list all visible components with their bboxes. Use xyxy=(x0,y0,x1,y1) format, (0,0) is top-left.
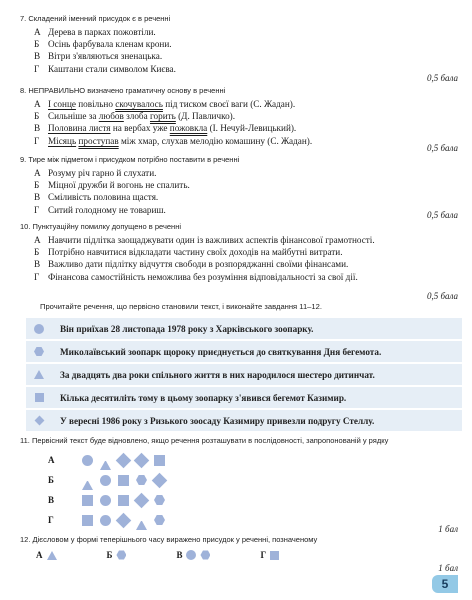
option-b: Б Міцної дружби й вогонь не спалить. xyxy=(34,180,190,191)
square-icon xyxy=(118,495,129,506)
square-icon xyxy=(82,495,93,506)
sequence-row-v: В xyxy=(48,492,165,508)
diamond-icon xyxy=(118,455,129,466)
diamond-icon xyxy=(26,417,52,424)
hexagon-icon xyxy=(26,347,52,357)
question-10 xyxy=(20,222,460,283)
option-g: Г Каштани стали символом Києва. xyxy=(34,63,176,74)
question-9-score: 0,5 бала xyxy=(426,210,458,220)
square-icon xyxy=(26,393,52,402)
square-icon xyxy=(270,551,279,560)
question-7-header: 7. Складений іменний присудок є в реченні xyxy=(20,14,171,23)
diamond-icon xyxy=(136,455,147,466)
circle-icon xyxy=(100,515,111,526)
circle-icon xyxy=(100,495,111,506)
triangle-icon xyxy=(100,455,111,466)
question-9-header: 9. Тире між підметом і присудком потрібно поставити в реченні xyxy=(20,155,240,164)
square-icon xyxy=(118,475,129,486)
sentence-row: У вересні 1986 року з Ризького зоосаду Казимиру привезли подругу Стеллу. xyxy=(26,410,462,431)
option-a: А І сонце повільно скочувалось під тиском своєї ваги (С. Жадан). xyxy=(34,99,296,109)
triangle-icon xyxy=(82,475,93,486)
hexagon-icon xyxy=(200,550,210,560)
hexagon-icon xyxy=(136,475,147,486)
circle-icon xyxy=(82,455,93,466)
option-v: В Важливо дати підлітку відчуття свободи в розпоряджанні своїми фінансами. xyxy=(34,259,349,270)
diamond-icon xyxy=(154,475,165,486)
sentence-row: Миколаївський зоопарк щороку приєднується до святкування Дня бегемота. xyxy=(26,341,462,362)
answer-g: Г xyxy=(260,550,279,560)
option-g: Г Місяць проступав між хмар, слухав мелодію комашину (С. Жадан). xyxy=(34,135,313,146)
question-8-header: 8. НЕПРАВИЛЬНО визначено граматичну основу в реченні xyxy=(20,86,226,95)
triangle-icon xyxy=(26,370,52,379)
circle-icon xyxy=(100,475,111,486)
square-icon xyxy=(82,515,93,526)
answer-v: В xyxy=(176,550,210,560)
option-a: А Розуму річ гарно й слухати. xyxy=(34,168,157,178)
option-a: А Навчити підлітка заощаджувати один із важливих аспектів фінансової грамотності. xyxy=(34,235,375,245)
page-number: 5 xyxy=(432,575,458,593)
question-10-score: 0,5 бала xyxy=(426,291,458,301)
option-b: Б Потрібно навчитися відкладати частину своїх доходів на майбутні витрати. xyxy=(34,247,343,258)
square-icon xyxy=(154,455,165,466)
sentence-row: Кілька десятиліть тому в цьому зоопарку з'явився бегемот Казимир. xyxy=(26,387,462,408)
option-v: В Половина листя на вербах уже пожовкла (І. Нечуй-Левицький). xyxy=(34,123,297,134)
option-b: Б Осінь фарбувала кленам крони. xyxy=(34,39,172,50)
question-12-score: 1 бал xyxy=(438,563,458,573)
sequence-row-g: Г xyxy=(48,512,165,528)
sequence-row-a: А xyxy=(48,452,165,468)
sentence-row: За двадцять два роки спільного життя в них народилося шестеро дитинчат. xyxy=(26,364,462,385)
question-12 xyxy=(20,535,460,545)
question-11-score: 1 бал xyxy=(438,524,458,534)
sentence-row: Він приїхав 28 листопада 1978 року з Харківського зоопарку. xyxy=(26,318,462,339)
answer-b: Б xyxy=(107,550,127,560)
option-v: В Сміливість половина щастя. xyxy=(34,192,159,203)
option-b: Б Сильніше за любов злоба горить (Д. Павличко). xyxy=(34,111,236,122)
answer-options-12 xyxy=(36,550,279,560)
triangle-icon xyxy=(47,551,57,560)
question-8 xyxy=(20,86,460,147)
option-g: Г Ситий голодному не товариш. xyxy=(34,204,166,215)
answer-a: А xyxy=(36,550,57,560)
hexagon-icon xyxy=(154,495,165,506)
question-11 xyxy=(20,436,460,446)
circle-icon xyxy=(26,324,52,334)
question-10-header: 10. Пунктуаційну помилку допущено в реченні xyxy=(20,222,181,231)
question-8-score: 0,5 бала xyxy=(426,143,458,153)
diamond-icon xyxy=(136,495,147,506)
question-7 xyxy=(20,14,460,75)
question-11-header: 11. Первісний текст буде відновлено, якщо речення розташувати в послідовності, запропонованій у рядку xyxy=(20,436,389,445)
option-v: В Вітри з'являються зненацька. xyxy=(34,51,163,62)
triangle-icon xyxy=(136,515,147,526)
circle-icon xyxy=(186,550,196,560)
option-g: Г Фінансова самостійність неможлива без розуміння відповідальності за свої дії. xyxy=(34,271,358,282)
option-a: А Дерева в парках пожовтіли. xyxy=(34,27,156,37)
hexagon-icon xyxy=(116,550,126,560)
question-12-header: 12. Дієсловом у формі теперішнього часу виражено присудок у реченні, позначеному xyxy=(20,535,318,544)
question-9 xyxy=(20,155,460,216)
reading-instruction: Прочитайте речення, що первісно становили текст, і виконайте завдання 11–12. xyxy=(40,302,322,311)
hexagon-icon xyxy=(154,515,165,526)
sequence-row-b: Б xyxy=(48,472,165,488)
question-7-score: 0,5 бала xyxy=(426,73,458,83)
diamond-icon xyxy=(118,515,129,526)
